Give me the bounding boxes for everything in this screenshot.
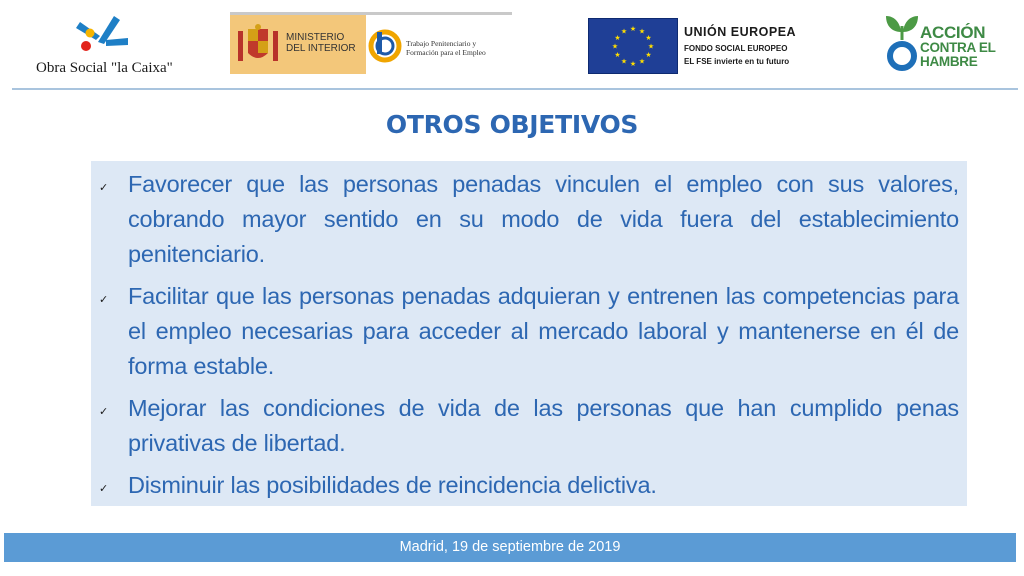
- list-item: [91, 391, 967, 461]
- tpfe-line2: Formación para el Empleo: [406, 48, 486, 57]
- footer-bar: [4, 533, 1016, 562]
- eu-logo: [588, 18, 820, 74]
- check-icon: ✓: [99, 182, 109, 194]
- eu-slogan: EL FSE invierte en tu futuro: [684, 57, 790, 66]
- ministerio-line1: MINISTERIO: [286, 32, 345, 43]
- caixa-name: Obra Social "la Caixa": [36, 60, 173, 76]
- objective-text: Facilitar que las personas penadas adquieran y entrenen las competencias para el empleo necesarias para acceder al mercado laboral y mantenerse en él de forma estable.: [128, 283, 959, 379]
- objective-text: Mejorar las condiciones de vida de las personas que han cumplido penas privativas de libertad.: [128, 395, 959, 456]
- svg-text:★: ★: [629, 25, 637, 33]
- caixa-star-icon: [70, 12, 130, 60]
- eu-text: [684, 25, 796, 68]
- ministerio-logo: [230, 12, 512, 77]
- list-item: [91, 468, 967, 503]
- eu-flag-icon: [588, 18, 678, 74]
- tpfe-emblem-icon: [368, 29, 402, 63]
- list-item: [91, 279, 967, 384]
- acf-line2: CONTRA EL: [920, 40, 996, 55]
- tpfe-text: [406, 39, 486, 57]
- footer-date: Madrid, 19 de septiembre de 2019: [399, 539, 621, 555]
- ministerio-panel: [230, 15, 366, 74]
- coat-of-arms-icon: [236, 23, 280, 67]
- tpfe-panel: [366, 15, 512, 74]
- slide-title: OTROS OBJETIVOS: [385, 110, 639, 139]
- acf-text: [920, 24, 996, 69]
- svg-text:★: ★: [614, 34, 621, 42]
- header-divider: [12, 88, 1018, 90]
- objectives-list: [91, 167, 967, 510]
- accion-contra-el-hambre-logo: [884, 12, 1004, 76]
- check-icon: ✓: [99, 406, 109, 418]
- objective-text: Disminuir las posibilidades de reincidencia delictiva.: [128, 472, 657, 498]
- svg-text:★: ★: [638, 27, 646, 36]
- svg-text:★: ★: [620, 57, 628, 66]
- svg-text:★: ★: [614, 51, 621, 59]
- acf-line3: HAMBRE: [920, 54, 978, 69]
- objectives-box: [91, 161, 967, 506]
- check-icon: ✓: [99, 294, 109, 306]
- svg-text:★: ★: [647, 42, 655, 51]
- ministerio-label: [286, 32, 356, 54]
- svg-text:★: ★: [620, 27, 628, 36]
- ministerio-line2: DEL INTERIOR: [286, 43, 356, 54]
- svg-text:★: ★: [638, 57, 646, 66]
- svg-text:★: ★: [645, 34, 652, 42]
- tpfe-line1: Trabajo Penitenciario y: [406, 39, 477, 48]
- acf-sprout-icon: [884, 12, 920, 74]
- list-item: [91, 167, 967, 272]
- svg-text:★: ★: [645, 51, 652, 59]
- check-icon: ✓: [99, 483, 109, 495]
- eu-fund: FONDO SOCIAL EUROPEO: [684, 44, 788, 53]
- acf-line1: ACCIÓN: [920, 23, 986, 42]
- svg-text:★: ★: [629, 60, 637, 68]
- svg-text:★: ★: [611, 42, 619, 51]
- logo-bar: [0, 0, 1024, 88]
- la-caixa-logo: [30, 10, 180, 80]
- eu-title: UNIÓN EUROPEA: [684, 25, 797, 39]
- objective-text: Favorecer que las personas penadas vinculen el empleo con sus valores, cobrando mayor sentido en su modo de vida fuera del establecimiento penitenciario.: [128, 171, 959, 267]
